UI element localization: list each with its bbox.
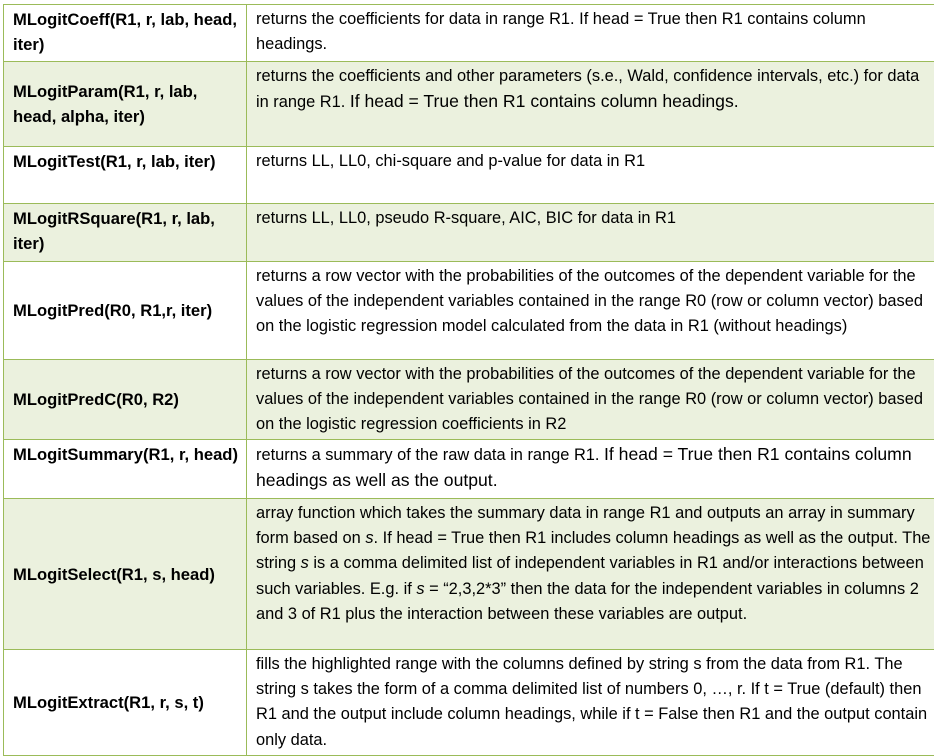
function-description-cell: fills the highlighted range with the columns defined by string s from the data from R1. The string s takes the form of a comma delimited list of numbers 0, …, r. If t = True (default) then R1 and the output include column headings, while if t = False then R1 and the output contain only data. [247, 650, 934, 755]
italic-variable: s [416, 580, 424, 598]
function-description-cell: returns the coefficients for data in range R1. If head = True then R1 contains column headings. [247, 5, 934, 62]
function-description-cell [247, 440, 934, 499]
function-name-cell: MLogitParam(R1, r, lab, head, alpha, iter) [4, 62, 247, 147]
function-description-cell: returns LL, LL0, pseudo R-square, AIC, BIC for data in R1 [247, 204, 934, 262]
description-text: . If head = True then R1 includes column headings as well as the output. The string [256, 529, 930, 572]
function-description-cell: returns a row vector with the probabilities of the outcomes of the dependent variable for the values of the independent variables contained in the range R0 (row or column vector) based on the logistic regression model calculated from the data in R1 (without headings) [247, 262, 934, 360]
function-name-cell: MLogitPred(R0, R1,r, iter) [4, 262, 247, 360]
function-reference-table [3, 4, 934, 756]
function-description-cell [247, 499, 934, 650]
table-row [4, 499, 934, 650]
table-row [4, 62, 934, 147]
italic-variable: s [301, 554, 309, 572]
function-name-cell: MLogitCoeff(R1, r, lab, head, iter) [4, 5, 247, 62]
table-row [4, 650, 934, 755]
function-name-cell: MLogitSummary(R1, r, head) [4, 440, 247, 499]
function-description-cell: returns LL, LL0, chi-square and p-value for data in R1 [247, 147, 934, 204]
function-name-cell: MLogitSelect(R1, s, head) [4, 499, 247, 650]
table-row [4, 360, 934, 440]
table-row [4, 262, 934, 360]
function-description-cell: returns a row vector with the probabilities of the outcomes of the dependent variable for the values of the independent variables contained in the range R0 (row or column vector) based on the logistic regression coefficients in R2 [247, 360, 934, 440]
function-name-cell: MLogitRSquare(R1, r, lab, iter) [4, 204, 247, 262]
description-text: returns the coefficients and other parameters (s.e., Wald, confidence intervals, etc.) for data in range R1. [256, 67, 919, 111]
table-row [4, 5, 934, 62]
italic-variable: s [365, 529, 373, 547]
description-text: = “2,3,2*3” then the data for the independent variables in columns 2 and 3 of R1 plus the interaction between these variables are output. [256, 580, 919, 623]
function-name-cell: MLogitPredC(R0, R2) [4, 360, 247, 440]
table-row [4, 147, 934, 204]
function-name-cell: MLogitExtract(R1, r, s, t) [4, 650, 247, 755]
function-name-cell: MLogitTest(R1, r, lab, iter) [4, 147, 247, 204]
description-text: is a comma delimited list of independent variables in R1 and/or interactions between such variables. E.g. if [256, 554, 924, 597]
description-text-large: If head = True then R1 contains column headings. [350, 91, 739, 111]
description-text: array function which takes the summary data in range R1 and outputs an array in summary form based on [256, 504, 915, 547]
description-text-large: If head = True then R1 contains column headings as well as the output. [256, 444, 912, 490]
function-description-cell [247, 62, 934, 147]
table-row [4, 204, 934, 262]
description-text: returns a summary of the raw data in range R1. [256, 446, 599, 464]
table-row [4, 440, 934, 499]
